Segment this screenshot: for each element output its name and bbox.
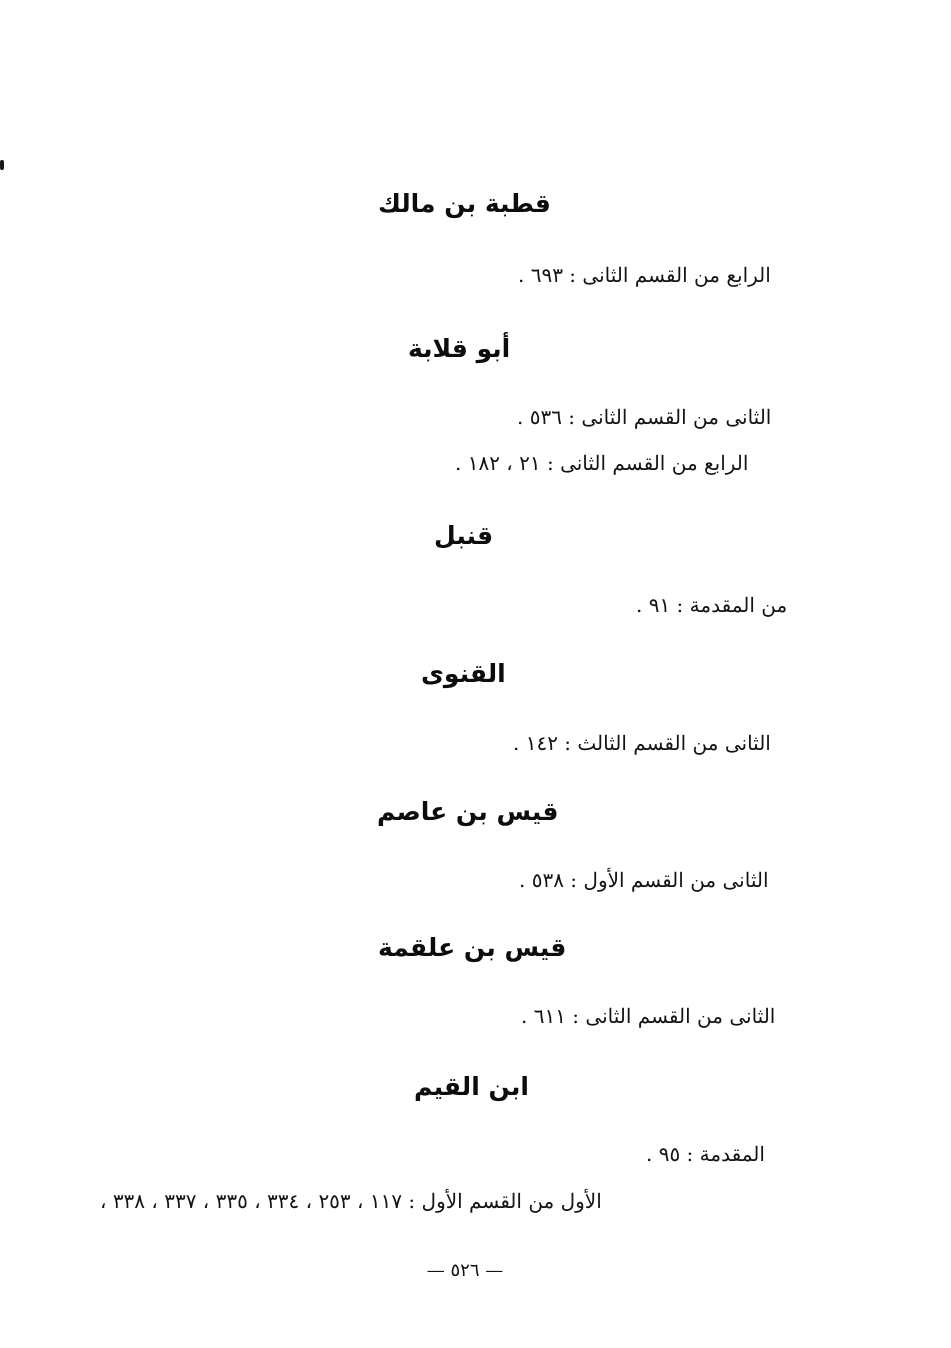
entry-heading-qutba-ibn-malik: قطبة بن مالك — [378, 189, 551, 218]
entry-reference: الثانى من القسم الثالث : ١٤٢ . — [513, 731, 771, 755]
entry-reference: الأول من القسم الأول : ١١٧ ، ٢٥٣ ، ٣٣٤ ، ٣٣٥ ، ٣٣٧ ، ٣٣٨ ، — [100, 1189, 602, 1213]
page-number: — ٥٢٦ — — [426, 1260, 504, 1281]
entry-reference: الرابع من القسم الثانى : ٢١ ، ١٨٢ . — [455, 451, 749, 475]
entry-heading-al-qanawi: القنوى — [421, 659, 506, 688]
entry-heading-qunbul: قنبل — [434, 521, 494, 550]
entry-heading-abu-qilaba: أبو قلابة — [408, 334, 511, 363]
entry-heading-qays-ibn-asim: قيس بن عاصم — [377, 797, 559, 826]
entry-reference: الثانى من القسم الثانى : ٥٣٦ . — [517, 405, 772, 429]
entry-reference: من المقدمة : ٩١ . — [636, 593, 788, 617]
scan-edge-mark — [0, 160, 4, 170]
entry-reference: المقدمة : ٩٥ . — [646, 1142, 765, 1166]
entry-reference: الرابع من القسم الثانى : ٦٩٣ . — [518, 263, 771, 287]
entry-reference: الثانى من القسم الثانى : ٦١١ . — [521, 1004, 776, 1028]
entry-heading-ibn-al-qayyim: ابن القيم — [414, 1072, 529, 1101]
entry-heading-qays-ibn-alqama: قيس بن علقمة — [378, 933, 567, 962]
entry-reference: الثانى من القسم الأول : ٥٣٨ . — [519, 868, 769, 892]
